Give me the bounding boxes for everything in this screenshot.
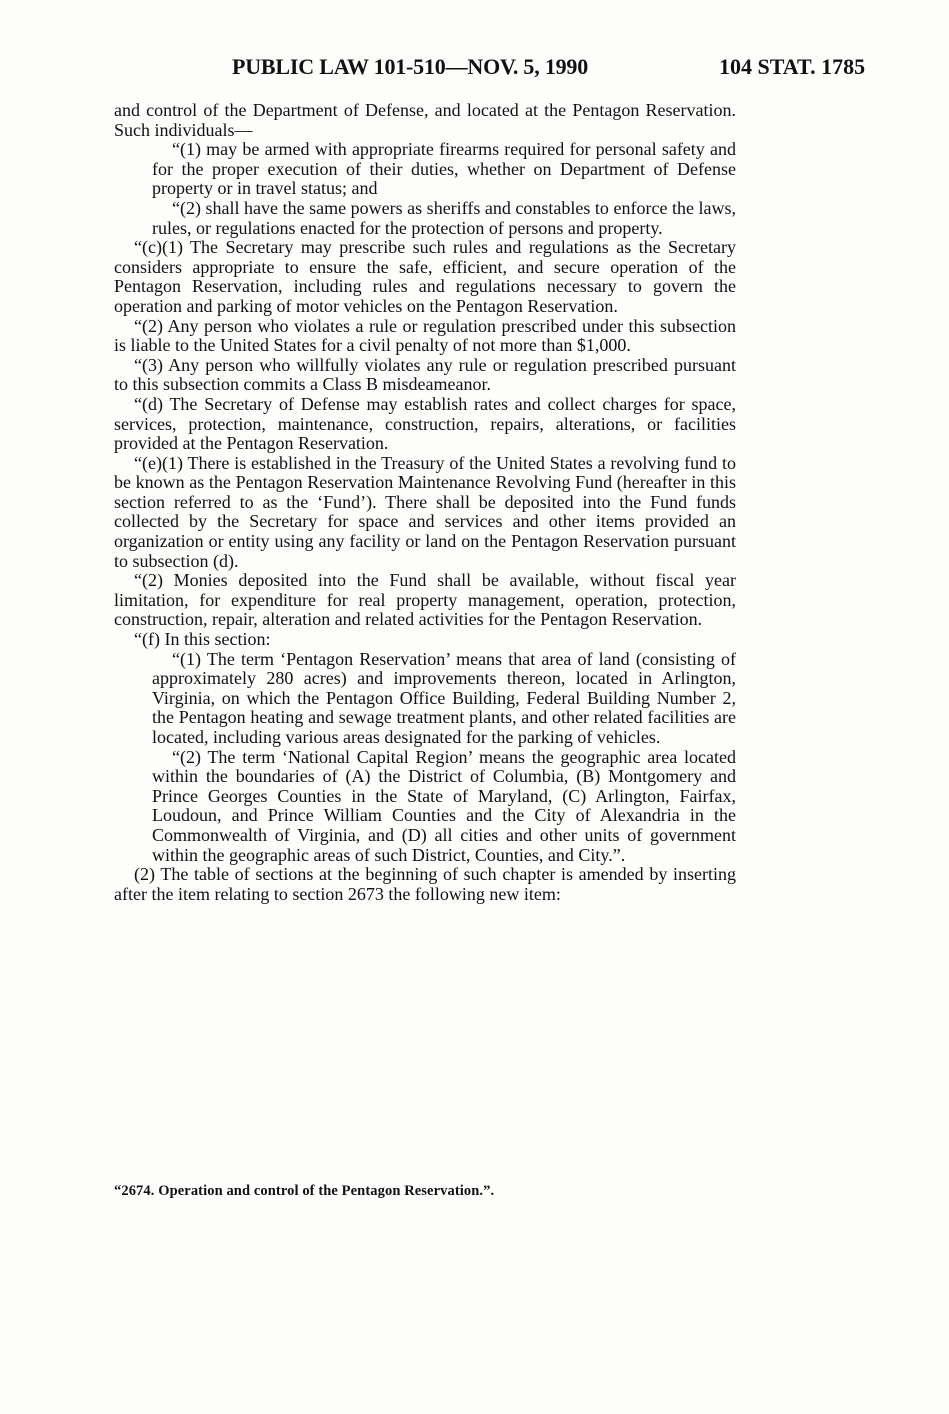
statute-page-number: 104 STAT. 1785: [719, 54, 866, 79]
document-body: [114, 101, 736, 904]
paragraph-d: “(d) The Secretary of Defense may establish rates and collect charges for space, services, protection, maintenance, construction, repairs, alterations, or facilities provided at the Pentagon Reservation.: [114, 393, 736, 454]
paragraph-c1: “(c)(1) The Secretary may prescribe such rules and regulations as the Secretary considers appropriate to ensure the safe, efficient, and secure operation of the Pentagon Reservation, including rules and regulations necessary to govern the operation and parking of motor vehicles on the Pentagon Reservation.: [114, 237, 736, 316]
paragraph-f: “(f) In this section:: [134, 629, 271, 650]
table-of-sections-item: “2674. Operation and control of the Pentagon Reservation.”.: [114, 1183, 495, 1199]
header-title: PUBLIC LAW 101-510—NOV. 5, 1990: [232, 54, 589, 79]
paragraph-2: (2) The table of sections at the beginning of such chapter is amended by inserting after the item relating to section 2673 the following new item:: [114, 864, 736, 904]
paragraph-e2: “(2) Monies deposited into the Fund shall be available, without fiscal year limitation, for expenditure for real property management, operation, protection, construction, repair, alteration and related activities for the Pentagon Reservation.: [114, 570, 736, 630]
paragraph-continuation: and control of the Department of Defense, and located at the Pentagon Reservation. Such individuals—: [114, 100, 736, 140]
paragraph-c2: “(2) Any person who violates a rule or regulation prescribed under this subsection is liable to the United States for a civil penalty of not more than $1,000.: [114, 315, 736, 356]
paragraph-f1: “(1) The term ‘Pentagon Reservation’ means that area of land (consisting of approximately 280 acres) and improvements thereon, located in Arlington, Virginia, on which the Pentagon Office Building, Federal Building Number 2, the Pentagon heating and sewage treatment plants, and other related facilities are located, including various areas designated for the parking of vehicles.: [152, 648, 736, 747]
paragraph-b1: “(1) may be armed with appropriate firearms required for personal safety and for the proper execution of their duties, whether on Department of Defense property or in travel status; and: [152, 139, 736, 199]
paragraph-c3: “(3) Any person who willfully violates any rule or regulation prescribed pursuant to this subsection commits a Class B misdeameanor.: [114, 354, 736, 395]
paragraph-f2: “(2) The term ‘National Capital Region’ means the geographic area located within the boundaries of (A) the District of Columbia, (B) Montgomery and Prince Georges Counties in the State of Maryland, (C) Arlington, Fairfax, Loudoun, and Prince William Counties and the City of Alexandria in the Commonwealth of Virginia, and (D) all cities and other units of government within the geographic areas of such District, Counties, and City.”.: [152, 746, 736, 865]
running-header: [0, 54, 949, 84]
paragraph-b2: “(2) shall have the same powers as sheriffs and constables to enforce the laws, rules, or regulations enacted for the protection of persons and property.: [152, 197, 736, 238]
paragraph-e1: “(e)(1) There is established in the Treasury of the United States a revolving fund to be known as the Pentagon Reservation Maintenance Revolving Fund (hereafter in this section referred to as the ‘Fund’). There shall be deposited into the Fund funds collected by the Secretary for space and services and other items provided an organization or entity using any facility or land on the Pentagon Reservation pursuant to subsection (d).: [114, 452, 736, 571]
